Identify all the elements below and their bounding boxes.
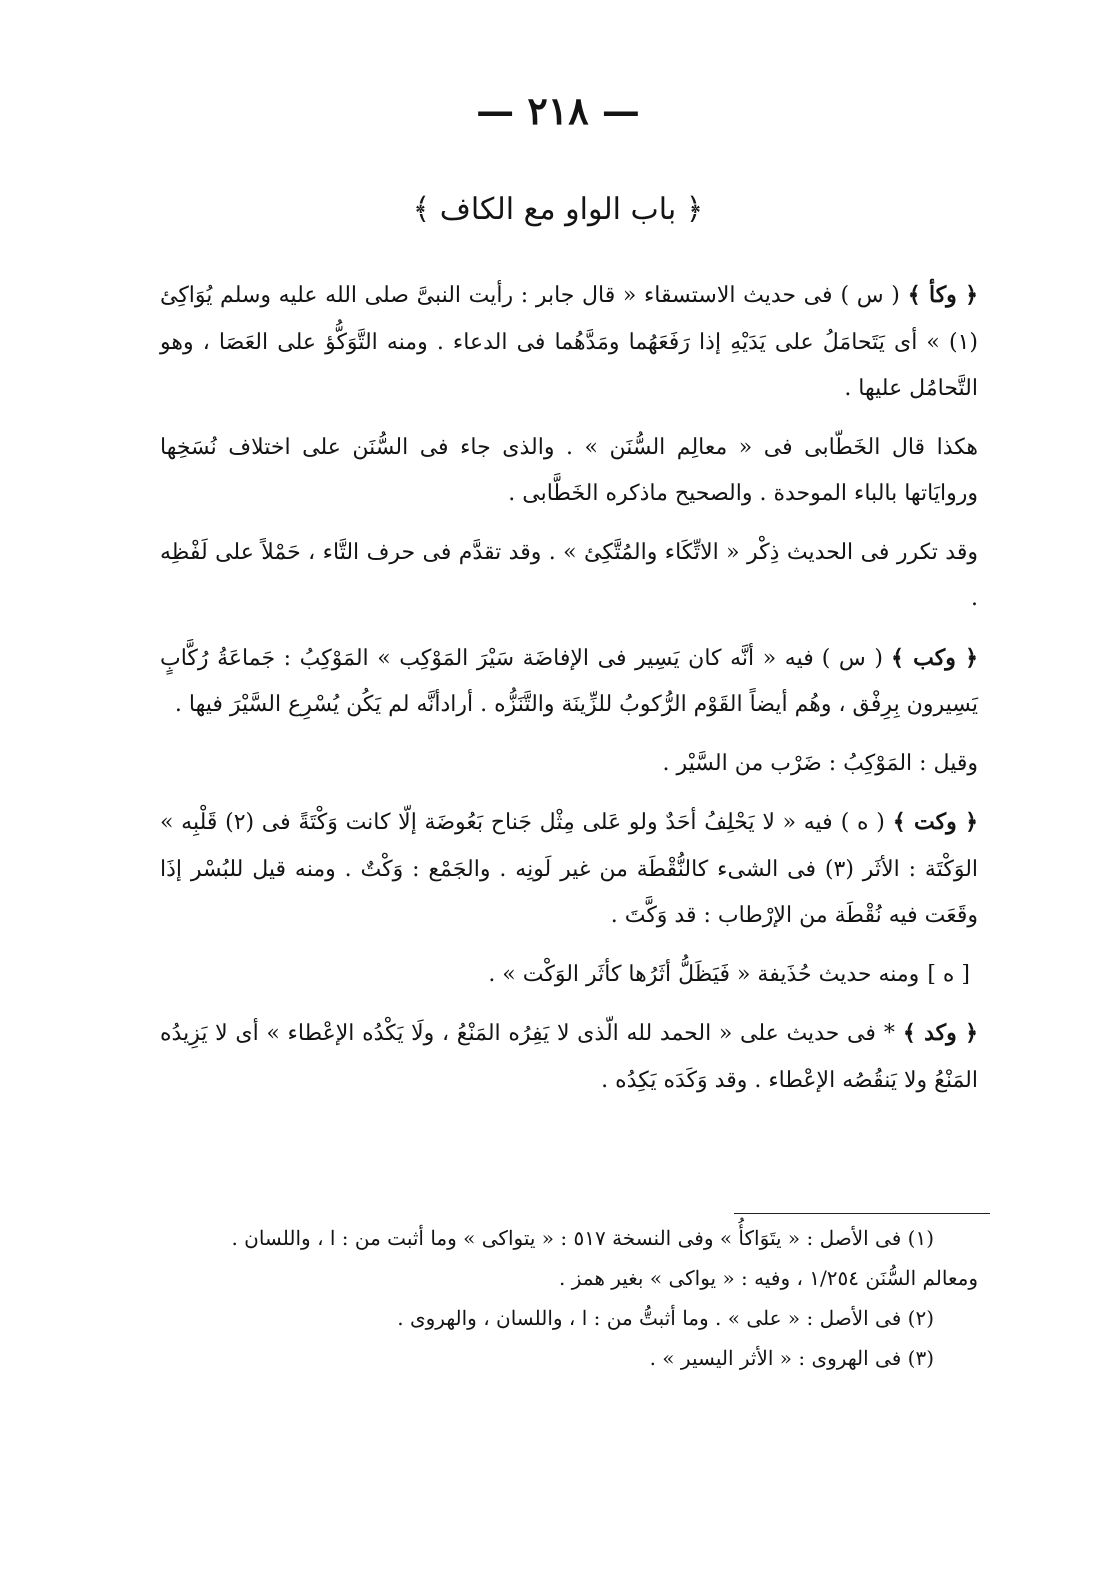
page-number: — ٢١٨ — [476,88,640,133]
footnote-3: (٣) فى الهروى : « الأثر اليسير » . [649,1346,934,1370]
footnotes [160,1218,978,1378]
entry-wakab [160,635,978,729]
entry-text: وقيل : المَوْكِبُ : ضَرْب من السَّيْر . [662,750,978,776]
footnote-divider [734,1213,990,1214]
entry-wakad [160,1010,978,1104]
entry-wakat-hudhayfa [160,952,978,999]
source-marker: ( س ) [821,645,883,671]
entry-wakaa [160,272,978,413]
source-marker: [ ه ] [927,961,970,987]
footnote-1: (١) فى الأصل : « يتَوَاكأُ » وفى النسخة ٥١٧ : « يتواكى » وما أثبت من : ا ، واللسان . [231,1226,934,1250]
entry-wakaa-repeat [160,530,978,623]
entry-text: فيه « لا يَحْلِفُ أحَدٌ ولو عَلى مِثْل جَناح بَعُوضَة إلّا كانت وَكْتَةً فى (٢) قَلْبِه » الوَكْتَة : الأثَر (٣) فى الشىء كالنُّقْطَة من غير لَونِه . والجَمْع : وَكْتٌ . ومنه قيل للبُسْر إذَا وقَعَت فيه نُقْطَة من الإرْطاب : قد وَكَّتَ . [160,810,979,928]
entry-wakab-alt [160,741,978,788]
footnote-2: (٢) فى الأصل : « على » . وما أثبتُّ من : ا ، واللسان ، والهروى . [397,1306,934,1330]
source-marker: ( ه ) [840,810,885,835]
source-marker: * [883,1021,895,1046]
entry-wakaa-note [160,425,978,518]
entry-text: فى حديث الاستسقاء « قال جابر : رأيت النبىَّ صلى الله عليه وسلم يُوَاكِئ (١) » أى يَتَحامَلُ على يَدَيْهِ إذا رَفَعَهُما ومَدَّهُما فى الدعاء . ومنه التَّوَكُّؤ على العَصَا ، وهو التَّحامُل عليها . [160,283,978,401]
headword: ﴿ وكأ ﴾ [907,282,978,308]
headword: ﴿ وكت ﴾ [892,809,978,835]
entry-text: ومنه حديث حُذَيفة « فَيَظَلُّ أثَرُها كأثَر الوَكْت » . [488,961,920,987]
entry-text: وقد تكرر فى الحديث ذِكْر « الاتِّكَاء والمُتَّكِئ » . وقد تقدَّم فى حرف التَّاء ، حَمْلاً على لَفْظِه . [160,539,978,611]
chapter-heading: ﴿ باب الواو مع الكاف ﴾ [412,192,704,227]
footnote-1-continued: ومعالم السُّنَن ١/٢٥٤ ، وفيه : « يواكى » بغير همز . [559,1266,978,1290]
main-text [160,272,978,1104]
entry-wakat [160,799,978,940]
entry-text: هكذا قال الخَطّابى فى « معالِم السُّنَن » . والذى جاء فى السُّنَن على اختلاف نُسَخِها وروايَاتها بالباء الموحدة . والصحيح ماذكره الخَطَّابى . [160,434,978,506]
entry-text: فى حديث على « الحمد لله الّذى لا يَفِرُه المَنْعُ ، ولَا يَكْدُه الإعْطاء » أى لا يَزِيدُه المَنْعُ ولا يَنقُصُه الإعْطاء . وقد وَكَدَه يَكِدُه . [160,1021,978,1093]
entry-text: فيه « أنَّه كان يَسِير فى الإفاضَة سَيْرَ المَوْكِب » المَوْكِبُ : جَماعَةُ رُكَّابٍ يَسِيرون بِرِفْق ، وهُم أيضاً القَوْم الرُّكوبُ للزِّينَة والتَّنَزُّه . أرادأنَّه لم يَكُن يُسْرِع السَّيْرَ فيها . [160,645,978,717]
headword: ﴿ وكب ﴾ [890,644,978,671]
source-marker: ( س ) [840,283,900,308]
headword: ﴿ وكد ﴾ [902,1020,979,1046]
